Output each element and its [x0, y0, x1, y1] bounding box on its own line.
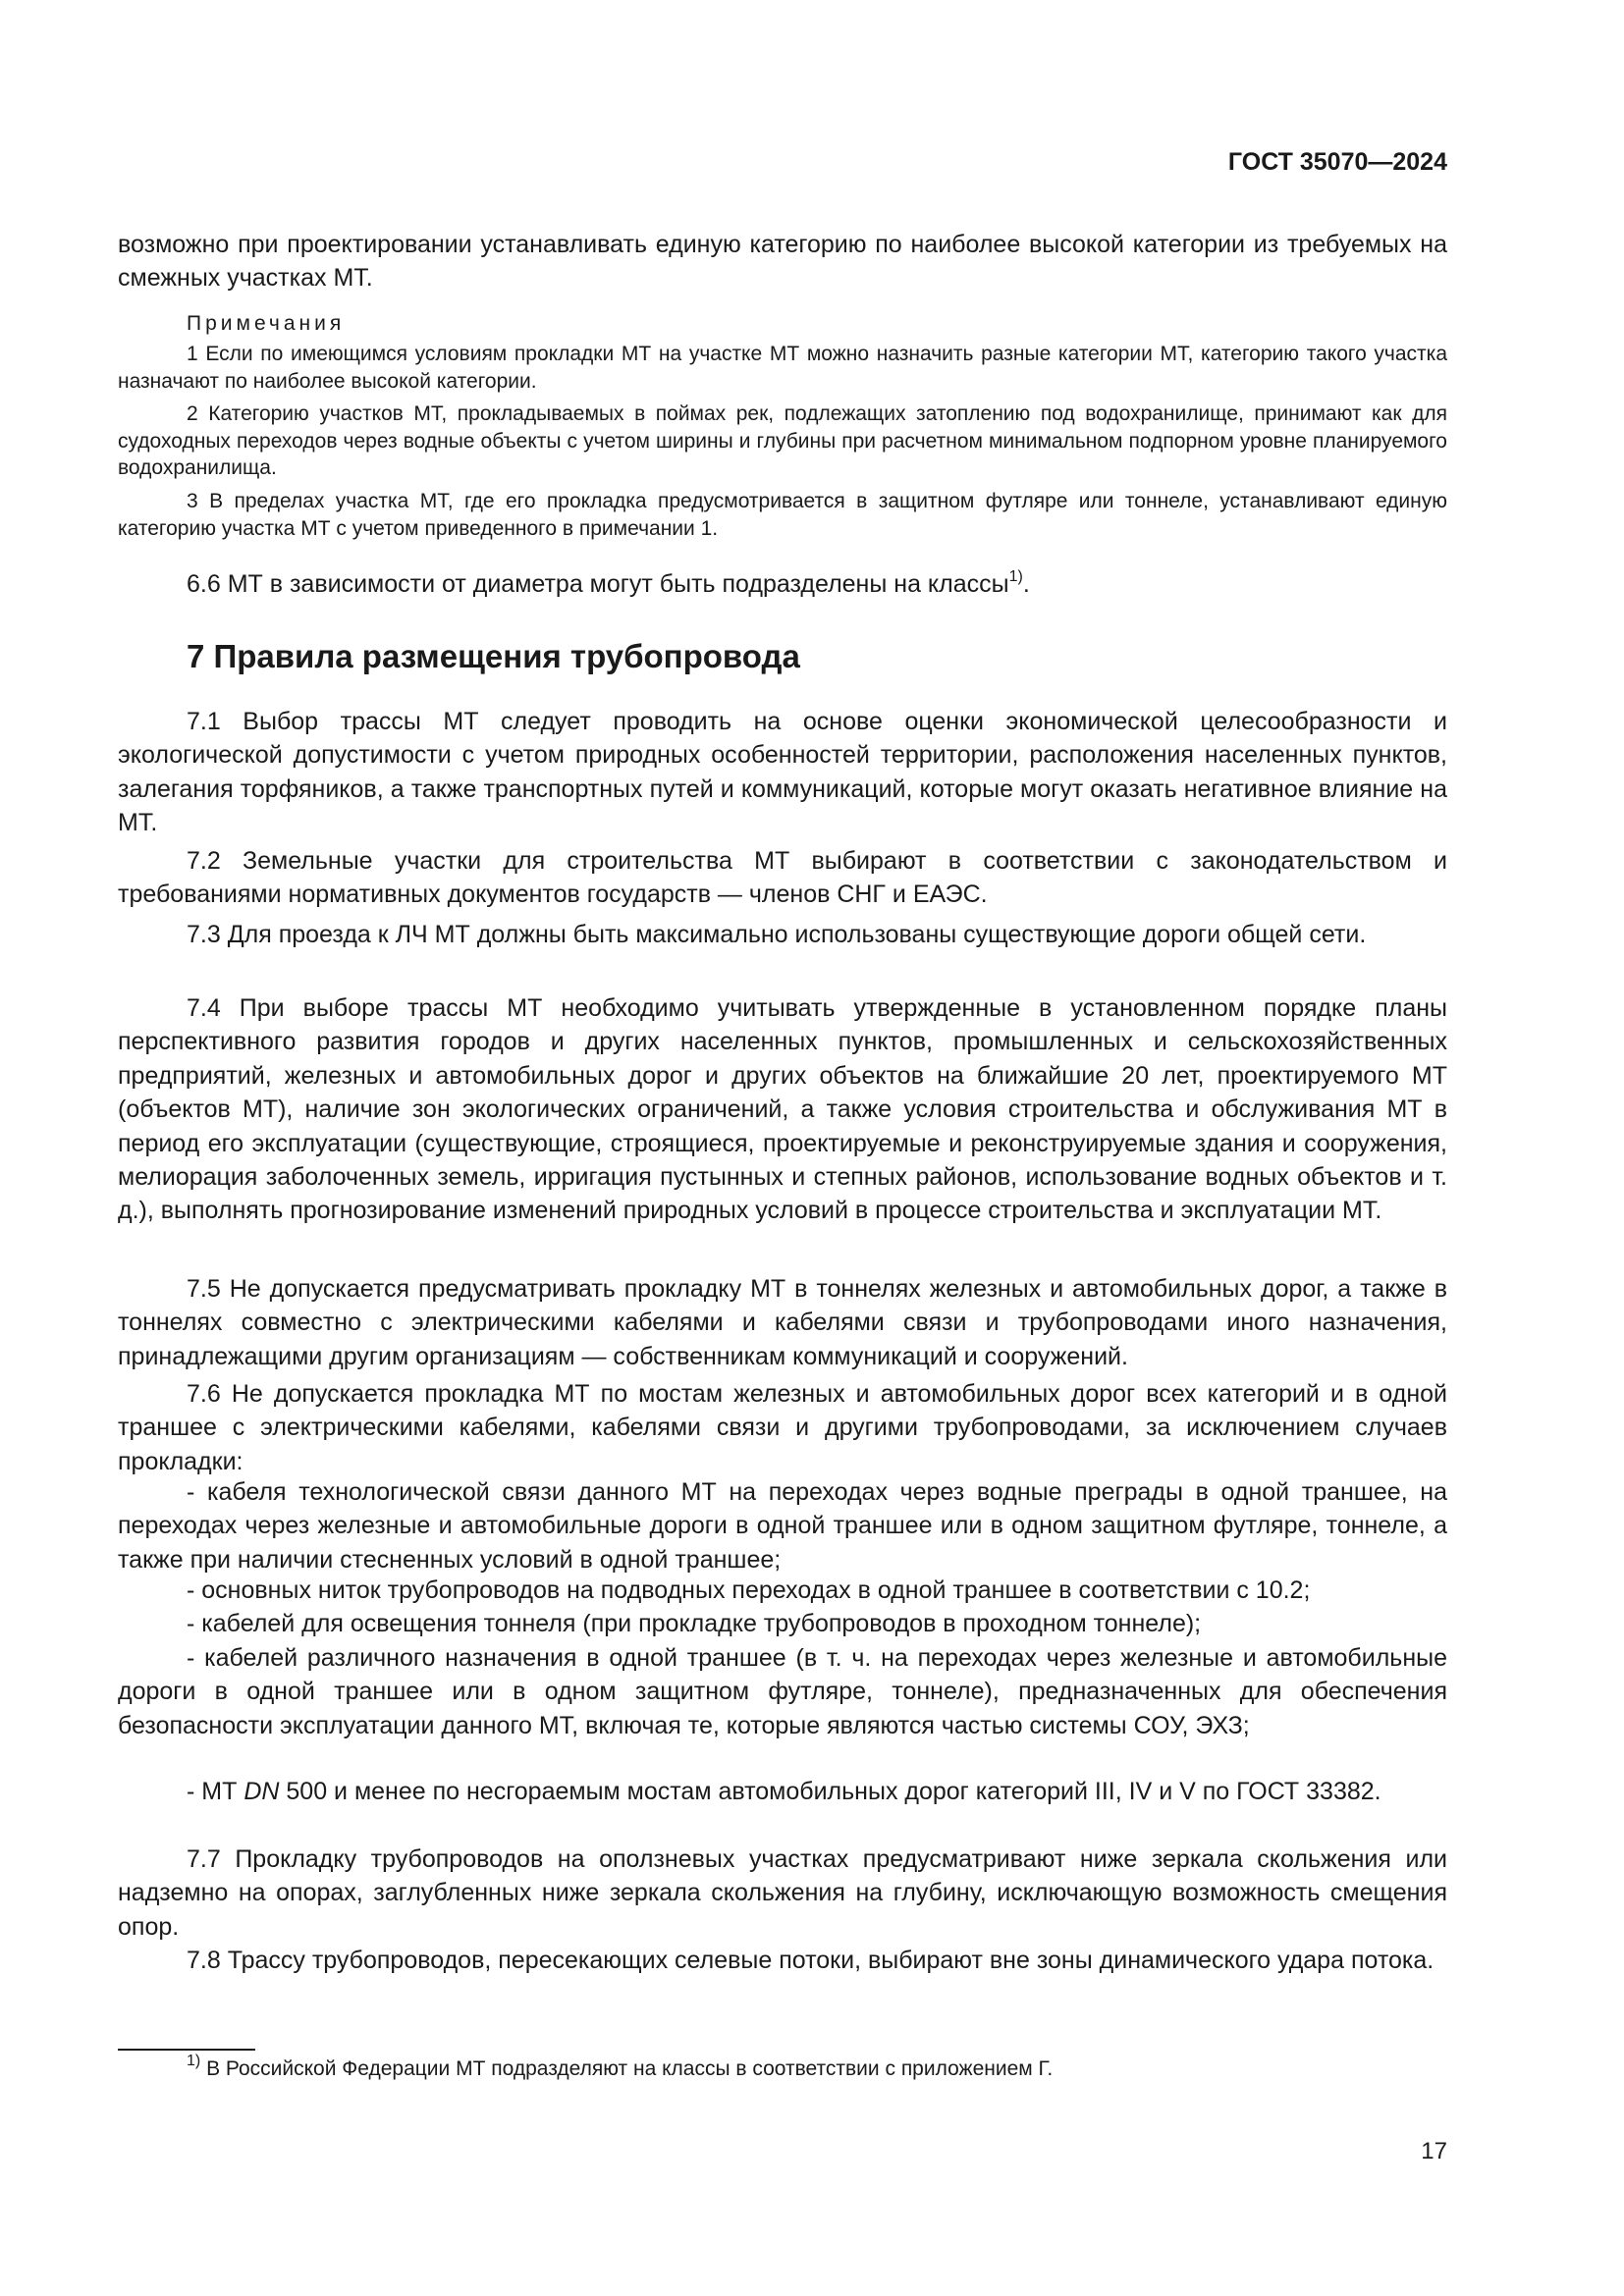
paragraph-7-7: 7.7 Прокладку трубопроводов на оползневых участках предусматривают ниже зеркала скольжения или надземно на опорах, заглубленных ниже зеркала скольжения на глубину, исключающую возможность смещения опор. [118, 1845, 1447, 1941]
section-7-title: 7 Правила размещения трубопровода [187, 638, 800, 674]
list-item: - кабелей различного назначения в одной траншее (в т. ч. на переходах через железные и автомобильные дороги в одной траншее или в одном защитном футляре, тоннеле), предназначенных для обеспечения безопасности эксплуатации данного МТ, включая те, которые являются частью системы СОУ, ЭХЗ; [118, 1644, 1447, 1739]
footnote-divider [118, 2049, 255, 2051]
list-item: - основных ниток трубопроводов на подводных переходах в одной траншее в соответствии с 10.2; [187, 1576, 1311, 1604]
paragraph-6-6: 6.6 МТ в зависимости от диаметра могут быть подразделены на классы$^{1)}$. [187, 567, 1030, 598]
paragraph-7-1: 7.1 Выбор трассы МТ следует проводить на основе оценки экономической целесообразности и экологической допустимости с учетом природных особенностей территории, расположения населенных пунктов, залегания торфяников, а также транспортных путей и коммуникаций, которые могут оказать негативное влияние на МТ. [118, 708, 1447, 837]
paragraph-7-6: 7.6 Не допускается прокладка МТ по мостам железных и автомобильных дорог всех категорий и в одной траншее с электрическими кабелями, кабелями связи и другими трубопроводами, за исключением случаев прокладки: [118, 1380, 1447, 1475]
paragraph-7-5: 7.5 Не допускается предусматривать прокладку МТ в тоннелях железных и автомобильных дорог, а также в тоннелях совместно с электрическими кабелями и кабелями связи и трубопроводами иного назначения, принадлежащими другим организациям — собственникам коммуникаций и сооружений. [118, 1275, 1447, 1370]
paragraph-7-8: 7.8 Трассу трубопроводов, пересекающих селевые потоки, выбирают вне зоны динамического удара потока. [187, 1947, 1435, 1974]
note-2: 2 Категорию участков МТ, прокладываемых в поймах рек, подлежащих затоплению под водохранилище, принимают как для судоходных переходов через водные объекты с учетом ширины и глубины при расчетном минимальном подпорном уровне планируемого водохранилища. [118, 402, 1447, 479]
list-item-dn500: - МТ DN 500 и менее по несгораемым мостам автомобильных дорог категорий III, IV и V по ГОСТ 33382. [187, 1778, 1381, 1805]
note-3: 3 В пределах участка МТ, где его прокладка предусмотривается в защитном футляре или тоннеле, устанавливают единую категорию участка МТ с учетом приведенного в примечании 1. [118, 490, 1447, 540]
page-number: 17 [1421, 2138, 1447, 2164]
notes-label: Примечания [187, 312, 346, 335]
footnote-ref: 1) [1008, 567, 1023, 585]
paragraph-7-4: 7.4 При выборе трассы МТ необходимо учитывать утвержденные в установленном порядке планы перспективного развития городов и других населенных пунктов, промышленных и сельскохозяйственных предприятий, железных и автомобильных дорог и других объектов на ближайшие 20 лет, проектируемого МТ (объектов МТ), наличие зон экологических ограничений, а также условия строительства и обслуживания МТ в период его эксплуатации (существующие, строящиеся, проектируемые и реконструируемые здания и сооружения, мелиорация заболоченных земель, ирригация пустынных и степных районов, использование водных объектов и т. д.), выполнять прогнозирование изменений природных условий в процессе строительства и эксплуатации МТ. [118, 994, 1447, 1225]
document-header: ГОСТ 35070—2024 [1227, 148, 1447, 176]
intro-continuation: возможно при проектировании устанавливать единую категорию по наиболее высокой категории из требуемых на смежных участках МТ. [118, 231, 1447, 293]
note-1: 1 Если по имеющимся условиям прокладки МТ на участке МТ можно назначить разные категории МТ, категорию такого участка назначают по наиболее высокой категории. [118, 343, 1447, 393]
list-item: - кабеля технологической связи данного МТ на переходах через водные преграды в одной траншее, на переходах через железные и автомобильные дороги в одной траншее или в одном защитном футляре, тоннеле, а также при наличии стесненных условий в одной траншее; [118, 1478, 1447, 1574]
list-item: - кабелей для освещения тоннеля (при прокладке трубопроводов в проходном тоннеле); [187, 1610, 1202, 1637]
paragraph-7-3: 7.3 Для проезда к ЛЧ МТ должны быть максимально использованы существующие дороги общей сети. [187, 921, 1367, 948]
footnote: $^{1)}$ В Российской Федерации МТ подразделяют на классы в соответствии с приложением Г. [187, 2053, 1054, 2080]
paragraph-7-2: 7.2 Земельные участки для строительства МТ выбирают в соответствии с законодательством и требованиями нормативных документов государств — членов СНГ и ЕАЭС. [118, 847, 1447, 909]
